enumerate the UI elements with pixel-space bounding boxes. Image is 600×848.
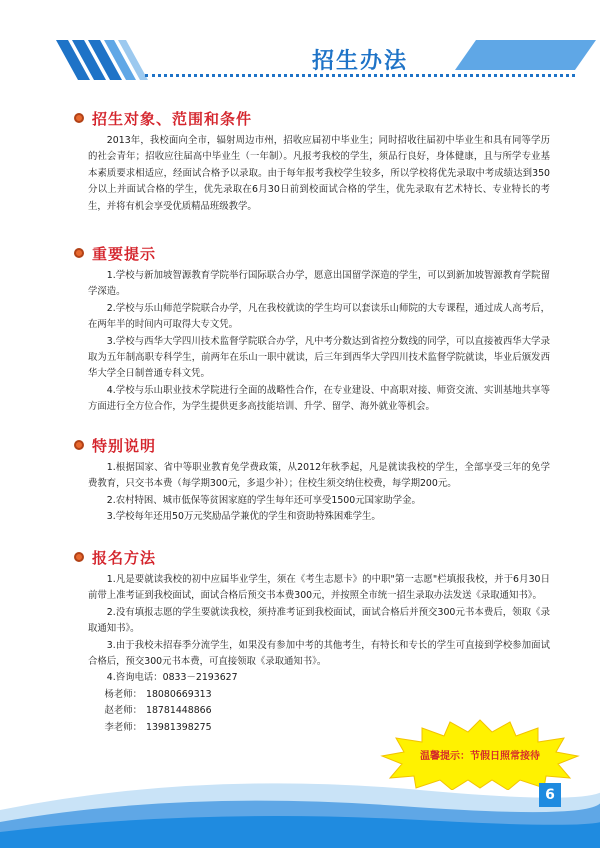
section-title: 招生对象、范围和条件 (92, 109, 253, 128)
section-admission-scope (88, 107, 550, 215)
notice-text: 温馨提示：节假日照常接待 (420, 751, 540, 762)
paragraph: 1.根据国家、省中等职业教育免学费政策，从2012年秋季起，凡是就读我校的学生，全部享受三年的免学费教育，只交书本费（每学期300元，多退少补）；住校生须交纳住校费，每学期200元。 (88, 462, 550, 490)
section-registration (88, 546, 550, 736)
paragraph: 3.由于我校未招春季分流学生，如果没有参加中考的其他考生，有特长和专长的学生可直接到学校参加面试合格后，预交300元书本费，可直接领取《录取通知书》。 (88, 639, 550, 668)
section-special-notes (88, 434, 550, 526)
paragraph: 1.凡是要就读我校的初中应届毕业学生，须在《考生志愿卡》的中职"第一志愿"栏填报我校，并于6月30日前带上准考证到我校面试，面试合格后预交书本费300元，并按照全市统一招生录取办法发送《录取通知书》。 (88, 574, 550, 602)
paragraph: 1.学校与新加坡智源教育学院举行国际联合办学，愿意出国留学深造的学生，可以到新加坡智源教育学院留学深造。 (88, 270, 550, 298)
page-title: 招生办法 (311, 49, 408, 74)
section-heading (74, 242, 550, 264)
paragraph: 2013年，我校面向全市，辐射周边市州，招收应届初中毕业生；同时招收往届初中毕业生和具有同等学历的社会青年；招收应往届高中毕业生（一年制）。凡报考我校的学生，须品行良好，身体健康，且与所学专业基本素质要求相适应，经面试合格予以录取。由于每年报考我校学生较多，所以学校将优先录取中考成绩达到350分以上并面试合格的学生，优先录取在6月30日前到校面试合格的学生，优先录取有艺术特长、专业特长的考生，并将有机会享受优质精品班级教学。 (88, 135, 550, 212)
contact-name: 李老师： (104, 721, 142, 733)
section-heading (74, 107, 550, 129)
page-number: 6 (539, 783, 561, 807)
title-bar (145, 40, 575, 76)
header-stripes-decoration (0, 0, 150, 90)
contact-phone: 18080669313 (146, 688, 212, 700)
paragraph: 4.学校与乐山职业技术学院进行全面的战略性合作，在专业建设、中高职对接、师资交流、实训基地共享等方面进行全方位合作，为学生提供更多高技能培训、升学、留学、海外就业等机会。 (88, 384, 550, 413)
paragraph: 3.学校与西华大学四川技术监督学院联合办学，凡中考分数达到省控分数线的同学，可以直接被西华大学录取为五年制高职专科学生，前两年在乐山一职中就读，后三年到西华大学四川技术监督学院就读，毕业后颁发西华大学全日制普通专科文凭。 (88, 335, 550, 380)
paragraph: 2.农村特困、城市低保等贫困家庭的学生每年还可享受1500元国家助学金。 (106, 494, 421, 506)
title-dotted-rule (145, 74, 575, 77)
contact-phone-label: 4.咨询电话：0833－2193627 (106, 672, 238, 684)
section-important-tips (88, 242, 550, 416)
contact-phone: 13981398275 (146, 721, 212, 733)
contact-row (88, 687, 550, 703)
paragraph: 2.学校与乐山师范学院联合办学，凡在我校就读的学生均可以套读乐山师院的大专课程，通过成人高考后，在两年半的时间内可取得大专文凭。 (88, 302, 550, 331)
bullet-icon (74, 440, 84, 450)
section-heading (74, 546, 550, 568)
bullet-icon (74, 248, 84, 258)
paragraph: 2.没有填报志愿的学生要就读我校，须持准考证到我校面试，面试合格后并预交300元书本费后，领取《录取通知书》。 (88, 606, 550, 635)
section-heading (74, 434, 550, 456)
section-title: 报名方法 (92, 548, 157, 567)
section-title: 特别说明 (92, 436, 157, 455)
section-title: 重要提示 (92, 244, 157, 263)
paragraph: 3.学校每年还用50万元奖励品学兼优的学生和资助特殊困难学生。 (106, 511, 381, 523)
contact-phone: 18781448866 (146, 705, 212, 717)
page-header (0, 0, 600, 90)
contact-name: 杨老师： (104, 688, 142, 700)
bullet-icon (74, 113, 84, 123)
contact-name: 赵老师： (104, 705, 142, 717)
bullet-icon (74, 552, 84, 562)
